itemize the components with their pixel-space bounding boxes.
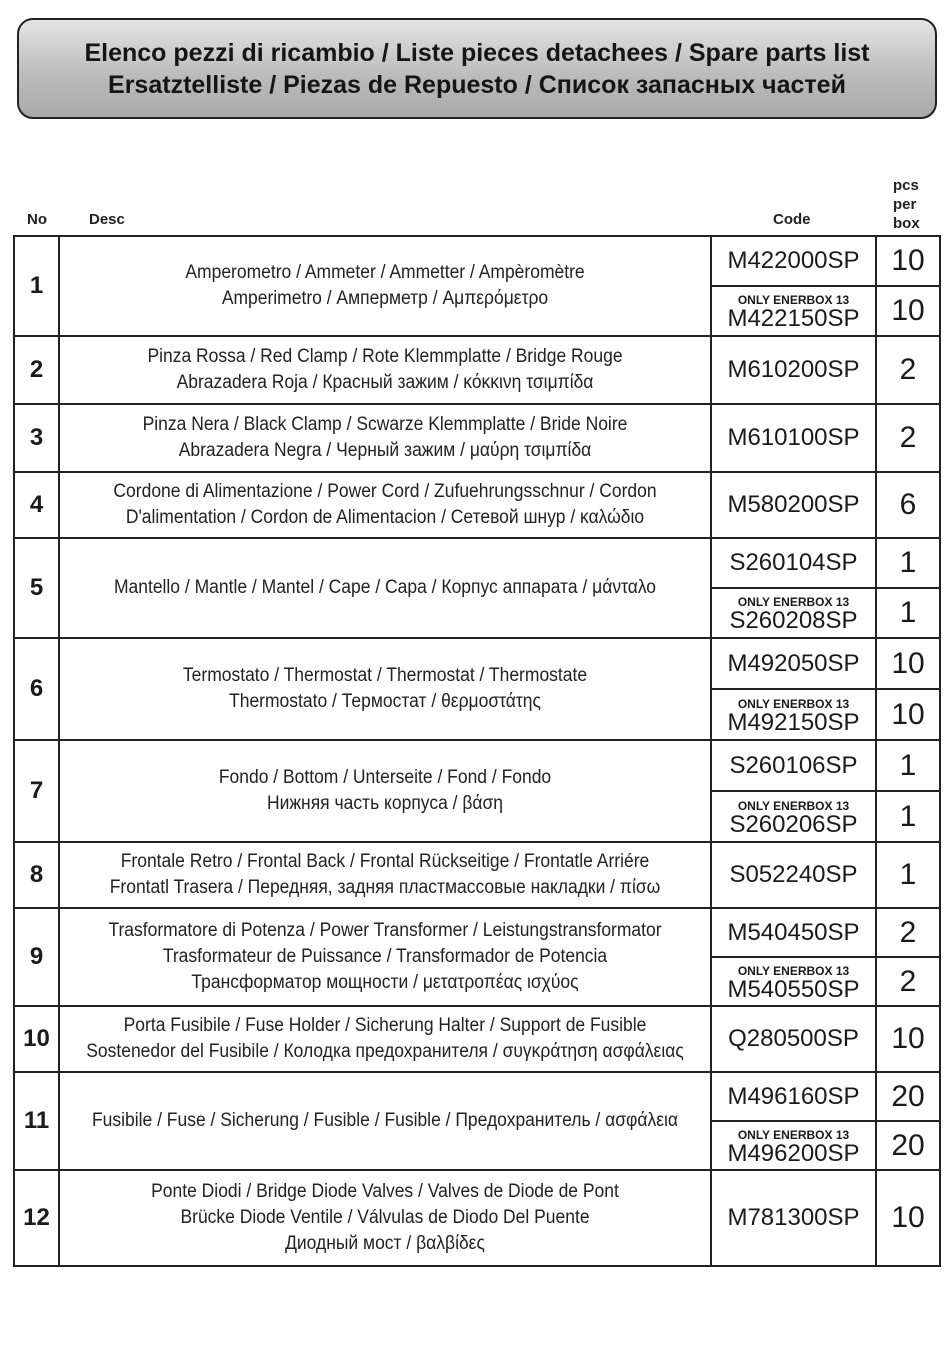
description-line: Abrazadera Roja / Красный зажим / κόκκινη τσιμπίδα bbox=[176, 372, 594, 393]
table-row bbox=[14, 404, 940, 472]
description-line: Trasformatore di Potenza / Power Transformer / Leistungstransformator bbox=[108, 920, 662, 941]
description-line: Pinza Nera / Black Clamp / Scwarze Klemmplatte / Bride Noire bbox=[142, 414, 628, 435]
part-code bbox=[711, 1006, 876, 1072]
description-line: Frontale Retro / Frontal Back / Frontal Rückseitige / Frontatle Arriére bbox=[120, 851, 650, 872]
description-line: Sostenedor del Fusibile / Колодка предохранителя / συγκράτηση ασφάλειας bbox=[86, 1041, 684, 1062]
description-line: Fusibile / Fuse / Sicherung / Fusible / Fusible / Предохранитель / ασφάλεια bbox=[92, 1110, 678, 1131]
code-value: M610200SP bbox=[727, 356, 860, 383]
part-code bbox=[711, 588, 876, 638]
code-value: Q280500SP bbox=[728, 1025, 859, 1052]
description-line: Amperometro / Ammeter / Ammetter / Ampèromètre bbox=[185, 262, 585, 283]
column-header-per: per bbox=[893, 196, 917, 213]
pieces-per-box: 2 bbox=[876, 336, 940, 404]
table-row bbox=[14, 740, 940, 791]
model-note: ONLY ENERBOX 13 bbox=[737, 963, 850, 978]
part-number: 12 bbox=[14, 1170, 59, 1266]
code-value: M496160SP bbox=[727, 1082, 860, 1110]
part-code bbox=[711, 472, 876, 538]
part-description bbox=[85, 336, 685, 404]
pieces-per-box: 10 bbox=[876, 689, 940, 740]
pieces-per-box: 1 bbox=[876, 538, 940, 588]
pieces-per-box: 10 bbox=[876, 1006, 940, 1072]
part-description bbox=[85, 1006, 685, 1072]
column-header-pcs-per-box bbox=[893, 176, 920, 233]
part-code bbox=[711, 908, 876, 957]
part-code bbox=[711, 404, 876, 472]
pieces-per-box: 6 bbox=[876, 472, 940, 538]
part-number: 2 bbox=[14, 336, 59, 404]
description-line: Fondo / Bottom / Unterseite / Fond / Fondo bbox=[218, 767, 552, 788]
part-description bbox=[85, 908, 685, 1006]
part-code bbox=[711, 740, 876, 791]
pieces-per-box: 10 bbox=[876, 286, 940, 336]
code-value: M610100SP bbox=[727, 424, 860, 451]
column-header-code: Code bbox=[773, 211, 811, 228]
part-code bbox=[711, 791, 876, 842]
part-code bbox=[711, 689, 876, 740]
part-description bbox=[85, 236, 685, 336]
pieces-per-box: 2 bbox=[876, 957, 940, 1006]
description-line: Нижняя часть корпуса / βάση bbox=[266, 793, 504, 814]
code-value: M422000SP bbox=[727, 247, 860, 274]
column-header-desc: Desc bbox=[89, 211, 125, 228]
code-value: M422150SP bbox=[727, 305, 860, 332]
table-row bbox=[14, 908, 940, 957]
part-description bbox=[85, 740, 685, 842]
description-line: Abrazadera Negra / Черный зажим / μαύρη τσιμπίδα bbox=[178, 440, 592, 461]
part-code bbox=[711, 1170, 876, 1266]
table-row bbox=[14, 638, 940, 689]
part-description bbox=[85, 638, 685, 740]
code-value: M540550SP bbox=[727, 975, 860, 1003]
part-description bbox=[85, 404, 685, 472]
part-number: 10 bbox=[14, 1006, 59, 1072]
description-line: Termostato / Thermostat / Thermostat / Thermostate bbox=[182, 665, 588, 686]
model-note: ONLY ENERBOX 13 bbox=[737, 595, 850, 609]
pieces-per-box: 1 bbox=[876, 740, 940, 791]
part-number: 11 bbox=[14, 1072, 59, 1170]
pieces-per-box: 1 bbox=[876, 588, 940, 638]
code-value: S260104SP bbox=[729, 549, 858, 576]
code-value: M580200SP bbox=[727, 491, 860, 518]
model-note: ONLY ENERBOX 13 bbox=[737, 293, 850, 307]
pieces-per-box: 2 bbox=[876, 404, 940, 472]
table-row bbox=[14, 1072, 940, 1121]
model-note: ONLY ENERBOX 13 bbox=[737, 696, 850, 711]
part-code bbox=[711, 1072, 876, 1121]
part-number: 4 bbox=[14, 472, 59, 538]
description-line: Cordone di Alimentazione / Power Cord / Zufuehrungsschnur / Cordon bbox=[113, 481, 657, 502]
part-code bbox=[711, 286, 876, 336]
part-number: 8 bbox=[14, 842, 59, 908]
description-line: Brücke Diode Ventile / Válvulas de Diodo Del Puente bbox=[180, 1207, 590, 1228]
table-row bbox=[14, 236, 940, 286]
table-row bbox=[14, 1170, 940, 1266]
description-line: Трансформатор мощности / μετατροπέας ισχύος bbox=[191, 972, 579, 993]
pieces-per-box: 10 bbox=[876, 236, 940, 286]
pieces-per-box: 10 bbox=[876, 1170, 940, 1266]
part-description bbox=[85, 538, 685, 638]
title-banner bbox=[17, 18, 937, 119]
spare-parts-table bbox=[13, 235, 941, 1267]
description-line: Porta Fusibile / Fuse Holder / Sicherung Halter / Support de Fusible bbox=[123, 1015, 647, 1036]
description-line: Frontatl Trasera / Передняя, задняя пластмассовые накладки / πίσω bbox=[109, 877, 661, 898]
part-number: 7 bbox=[14, 740, 59, 842]
pieces-per-box: 1 bbox=[876, 842, 940, 908]
part-code bbox=[711, 957, 876, 1006]
pieces-per-box: 10 bbox=[876, 638, 940, 689]
part-code bbox=[711, 336, 876, 404]
code-value: M540450SP bbox=[727, 918, 860, 946]
code-value: M781300SP bbox=[727, 1204, 860, 1231]
part-description bbox=[85, 842, 685, 908]
code-value: S052240SP bbox=[729, 861, 858, 888]
column-header-pcs: pcs bbox=[893, 177, 919, 194]
description-line: Amperimetro / Амперметр / Αμπερόμετρο bbox=[221, 288, 549, 309]
part-number: 9 bbox=[14, 908, 59, 1006]
model-note: ONLY ENERBOX 13 bbox=[737, 1127, 850, 1142]
part-number: 6 bbox=[14, 638, 59, 740]
code-value: M492150SP bbox=[727, 708, 860, 736]
part-code bbox=[711, 538, 876, 588]
part-description bbox=[85, 472, 685, 538]
column-header-no: No bbox=[27, 211, 47, 228]
part-code bbox=[711, 236, 876, 286]
table-row bbox=[14, 1006, 940, 1072]
code-value: S260206SP bbox=[729, 810, 858, 838]
table-row bbox=[14, 472, 940, 538]
code-value: M492050SP bbox=[727, 649, 860, 677]
table-row bbox=[14, 842, 940, 908]
code-value: M496200SP bbox=[727, 1139, 860, 1167]
pieces-per-box: 20 bbox=[876, 1121, 940, 1170]
part-number: 5 bbox=[14, 538, 59, 638]
description-line: Mantello / Mantle / Mantel / Cape / Capa / Корпус аппарата / μάνταλο bbox=[113, 577, 657, 598]
part-code bbox=[711, 842, 876, 908]
code-value: S260208SP bbox=[729, 607, 858, 634]
title-line-1: Elenco pezzi di ricambio / Liste pieces detachees / Spare parts list bbox=[84, 38, 870, 67]
description-line: Ponte Diodi / Bridge Diode Valves / Valves de Diode de Pont bbox=[151, 1181, 619, 1202]
description-line: Trasformateur de Puissance / Transformador de Potencia bbox=[162, 946, 608, 967]
description-line: D'alimentation / Cordon de Alimentacion / Сетевой шнур / καλώδιο bbox=[125, 507, 645, 528]
pieces-per-box: 1 bbox=[876, 791, 940, 842]
description-line: Thermostato / Термостат / θερμοστάτης bbox=[229, 691, 541, 712]
code-value: S260106SP bbox=[729, 751, 858, 779]
column-header-box: box bbox=[893, 215, 920, 232]
table-row bbox=[14, 336, 940, 404]
title-line-2: Ersatztelliste / Piezas de Repuesto / Список запасных частей bbox=[108, 70, 846, 99]
part-code bbox=[711, 1121, 876, 1170]
model-note: ONLY ENERBOX 13 bbox=[737, 798, 850, 813]
part-number: 3 bbox=[14, 404, 59, 472]
pieces-per-box: 2 bbox=[876, 908, 940, 957]
description-line: Диодный мост / βαλβίδες bbox=[285, 1233, 485, 1254]
part-code bbox=[711, 638, 876, 689]
part-description bbox=[85, 1072, 685, 1170]
table-row bbox=[14, 538, 940, 588]
part-number: 1 bbox=[14, 236, 59, 336]
description-line: Pinza Rossa / Red Clamp / Rote Klemmplatte / Bridge Rouge bbox=[147, 346, 623, 367]
pieces-per-box: 20 bbox=[876, 1072, 940, 1121]
part-description bbox=[85, 1170, 685, 1266]
